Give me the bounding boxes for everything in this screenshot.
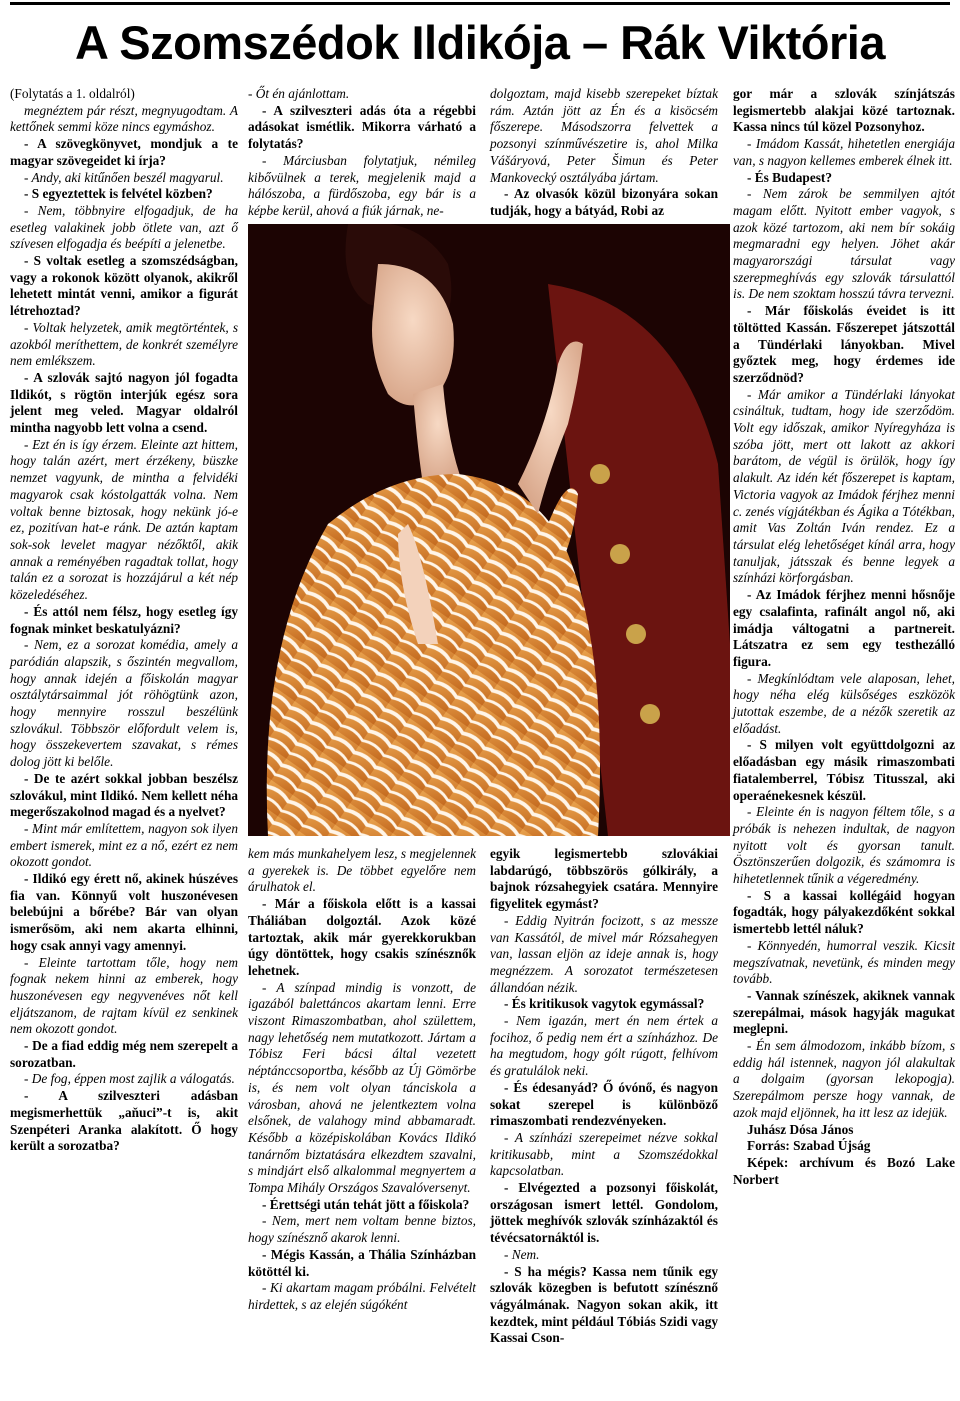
column-2-bottom [248, 846, 476, 1314]
question-paragraph: - S a kassai kollégáid hogyan fogadták, hogy pályakezdőként sokkal ismertebb lettél náluk? [733, 887, 955, 937]
answer-paragraph: - Voltak helyzetek, amik megtörténtek, s azokból meríthettem, de konkrét személyre nem emlékszem. [10, 319, 238, 369]
answer-paragraph: - Ki akartam magam próbálni. Felvételt hirdettek, s az elején súgóként [248, 1280, 476, 1312]
answer-paragraph: - Könnyedén, humorral veszik. Kicsit megszívatnak, nevetünk, és minden megy tovább. [733, 937, 955, 987]
question-paragraph: - S ha mégis? Kassa nem tűnik egy szlovák közegben is befutott színésznő vágyálmának. Nagyon sokan akik, itt kezdtek, mint például Tóbiás Szidi vagy Kassai Cson- [490, 1263, 718, 1346]
question-paragraph: - Érettségi után tehát jött a főiskola? [262, 1196, 470, 1212]
question-paragraph: - Elvégezted a pozsonyi főiskolát, országosan ismert lettél. Gondolom, jöttek meghívók szlovák színházaktól és tévécsatornáktól is. [490, 1180, 718, 1246]
answer-paragraph: - A színházi szerepeimet nézve sokkal kritikusabb, mint a Szomszédokkal kapcsolatban. [490, 1129, 718, 1179]
answer-paragraph: - Ezt én is így érzem. Eleinte azt hittem, hogy talán azért, mert érzékeny, büszke nemzet vagyunk, de mintha a felvidéki magyarok csak kóstolgatták volna. Nem voltak benne biztosak, hogy nekünk jó-e ez, pozitívan hat-e ránk. De aztán kaptam sok-sok levelet magyar nézőktől, akik annak a reményében ragadtak tollat, hogy talán ez a sorozat is hozzájárul a két nép közeledéséhez. [10, 436, 238, 603]
answer-paragraph: - Eleinte tartottam tőle, hogy nem fognak nekem hinni az emberek, hogy huszonévesen egy negyvenéves nőt kell eljátszanom, de rajtam kívül ez senkinek nem okozott gondot. [10, 954, 238, 1037]
answer-paragraph: - Nem, többnyire elfogadjuk, de ha esetleg valakinek jobb ötlete van, azt ő szívesen elfogadja és beépíti a jelenetbe. [10, 202, 238, 252]
question-paragraph: - Ildikó egy érett nő, akinek húszéves fia van. Könnyű volt huszonévesen belebújni a bőrébe? Bár van olyan ismerősöm, aki nem akarta elhinni, hogy csak annyi vagy amennyi. [10, 871, 238, 953]
question-paragraph: - És attól nem félsz, hogy esetleg így fognak minket beskatulyázni? [10, 603, 238, 636]
answer-paragraph: - Imádom Kassát, hihetetlen energiája van, s nagyon kellemes emberek élnek itt. [733, 136, 955, 168]
answer-paragraph: dolgoztam, majd kisebb szerepeket bíztak rám. Aztán jött az Én és a kisöcsém főszerepe. Másodszorra felvettek a pozsonyi színművészetire is, ahol Milka Vášáryová, Peter Šimun és Peter Mankovecký osztályába jártam. [490, 86, 718, 185]
answer-paragraph: - Nem. [504, 1246, 540, 1262]
headline: A Szomszédok Ildikója – Rák Viktória [74, 16, 885, 69]
question-paragraph: - És kritikusok vagytok egymással? [504, 996, 705, 1012]
question-paragraph: gor már a szlovák színjátszás legismertebb alakjai közé tartoznak. Kassa nincs túl közel Pozsonyhoz. [733, 86, 955, 135]
answer-paragraph: - De fog, éppen most zajlik a válogatás. [24, 1071, 235, 1087]
question-paragraph: - És édesanyád? Ő óvónő, és nagyon sokat szerepel is különböző rimaszombati rendezvényeken. [490, 1079, 718, 1129]
column-2-top [248, 86, 476, 220]
answer-paragraph: - A színpad mindig is vonzott, de igazából balettáncos akartam lenni. Erre viszont Rimaszombatban, ahol születtem, nagy lehetőség nem mutatkozott. Jártam a Tóbisz Feri bácsi által vezetett néptánccsoportba, később az Új Gömörbe is, és nem volt olyan tánciskola a városban, ahová ne jelentkeztem volna elsőnek, de valahogy mind abbamaradt. Később a középiskolában Kovács Ildikó tanárnőm biztatására elkezdtem szavalni, s mindjárt első alkalommal megnyertem a Tompa Mihály Országos Szavalóversenyt. [248, 979, 476, 1196]
column-3-top [490, 86, 718, 220]
answer-paragraph: - Eleinte én is nagyon féltem tőle, s a próbák is nehezen indultak, de nagyon nyitott volt és gyorsan tanult. Ösztönszerűen dolgozik, és számomra is hihetetlennek tűnik a végeredmény. [733, 804, 955, 887]
question-paragraph: - De a fiad eddig még nem szerepelt a sorozatban. [10, 1038, 238, 1070]
answer-paragraph: - Én sem álmodozom, inkább bízom, s eddig hál istennek, nagyon jól alakultak a dolgaim (gyorsan lekopogja). Szerepálmom persze hogy vannak, de azok majd eljönnek, ha itt lesz az idejük. [733, 1038, 955, 1120]
answer-paragraph: - Mint már említettem, nagyon sok ilyen embert ismerek, mint ez a nő, ezért ez nem okozott gondot. [10, 820, 238, 870]
answer-paragraph: (Folytatás a 1. oldalról) [10, 86, 135, 101]
question-paragraph: - S milyen volt együttdolgozni az előadásban egy másik rimaszombati fiatalemberrel, Tóbisz Titusszal, aki operaénekesnek készül. [733, 737, 955, 803]
credit-author: Juhász Dósa János [747, 1121, 854, 1137]
question-paragraph: - A szlovák sajtó nagyon jól fogadta Ildikót, s rögtön interjúk egész sora jelent meg veled. Magyar oldalról mintha nagyobb lett volna a csend. [10, 369, 238, 436]
question-paragraph: - Mégis Kassán, a Thália Színházban kötöttél ki. [248, 1246, 476, 1279]
answer-paragraph: - Őt én ajánlottam. [248, 86, 350, 101]
answer-paragraph: megnéztem pár részt, megnyugodtam. A kettőnek semmi köze nincs egymáshoz. [10, 102, 238, 135]
column-4 [733, 86, 955, 1188]
credit-images: Képek: archívum és Bozó Lake Norbert [733, 1155, 955, 1187]
question-paragraph: - Vannak színészek, akiknek vannak szerepálmai, mások hagyják magukat meglepni. [733, 987, 955, 1037]
question-paragraph: - S voltak esetleg a szomszédságban, vagy a rokonok között olyanok, akikről lehetett mintát venni, amikor a figurát létrehoztad? [10, 253, 238, 319]
answer-paragraph: - Márciusban folytatjuk, némileg kibővülnek a terek, megjelenik majd a hálószoba, a fürdőszoba, egy bár is a képbe kerül, ahová a fiúk járnak, ne- [248, 152, 476, 218]
question-paragraph: - A szilveszteri adás óta a régebbi adásokat ismétlik. Mikorra várható a folytatás? [248, 102, 476, 152]
question-paragraph: - Már főiskolás éveidet is itt töltötted Kassán. Főszerepet játszottál a Tündérlaki lányokban. Mivel győztek meg, hogy érdemes ide szerződnöd? [733, 303, 955, 385]
question-paragraph: egyik legismertebb szlovákiai labdarúgó, többszörös gólkirály, a bajnok rózsahegyiek csatára. Mennyire figyelitek egymást? [490, 846, 718, 912]
answer-paragraph: - Már amikor a Tündérlaki lányokat csináltuk, tudtam, hogy ide szerződöm. Volt egy időszak, amikor Nyíregyháza is szóba jött, mert ott lakott az akkori barátom, de végül is örülök, hogy így alakult. Az idén két főszerepet is kaptam, Victoria vagyok az Imádok férjhez menni c. zenés vígjátékban és Ágika a Tótékban, amit Vas Zoltán Iván rendez. Ez a társulat elég lehetőséget kínál arra, hogy tanuljak, játsszak és benne legyek a színházi körforgásban. [733, 386, 955, 586]
answer-paragraph: - Nem, ez a sorozat komédia, amely a paródián alapszik, s őszintén megvallom, hogy annak idején a főiskolán magyar osztálytársaimmal jót röhögtünk azon, hogy mennyire rosszul beszélünk szlovákul. Többször előfordult velem is, hogy összekevertem szavakat, s rémes dolog jött ki belőle. [10, 637, 238, 770]
answer-paragraph: - Andy, aki kitűnően beszél magyarul. [24, 169, 224, 185]
question-paragraph: - És Budapest? [747, 169, 832, 185]
question-paragraph: - A szilveszteri adásban megismerhettük „aňuci”-t is, akit Szenpéteri Aranka alakított. Ő hogy került a sorozatba? [10, 1088, 238, 1154]
question-paragraph: - A szövegkönyvet, mondjuk a te magyar szövegeidet ki írja? [10, 136, 238, 168]
answer-paragraph: kem más munkahelyem lesz, s megjelennek a gyerekek is. De többet egyelőre nem árulhatok el. [248, 846, 476, 895]
answer-paragraph: - Nem, mert nem voltam benne biztos, hogy színésznő akarok lenni. [248, 1213, 476, 1246]
credit-source: Forrás: Szabad Újság [747, 1138, 871, 1154]
question-paragraph: - S egyeztettek is felvétel közben? [24, 186, 213, 202]
question-paragraph: - Az Imádok férjhez menni hősnője egy csalafinta, rafinált angol nő, aki imádja váltogatni a partnereit. Látszatra ez sem egy testhezálló figura. [733, 587, 955, 669]
top-rule [10, 2, 950, 5]
answer-paragraph: - Eddig Nyitrán focizott, s az messze van Kassától, de mivel már Rózsahegyen van, lassan eljön az ideje annak is, hogy megnézzem. A sorozatot természetesen állandóan nézik. [490, 912, 718, 995]
answer-paragraph: - Megkínlódtam vele alaposan, lehet, hogy néha elég külsőséges eszközök jutottak eszembe, de a nézők szeretik az előadást. [733, 670, 955, 736]
column-3-bottom [490, 846, 718, 1347]
question-paragraph: - Már a főiskola előtt is a kassai Tháliában dolgoztál. Azok közé tartoztak, akik már gyerekkorukban úgy döntöttek, hogy csakis színésznők lehetnek. [248, 896, 476, 978]
answer-paragraph: - Nem igazán, mert én nem értek a focihoz, ő pedig nem ért a színházhoz. De ha megtudom, hogy gólt rúgott, felhívom és gratulálok neki. [490, 1013, 718, 1079]
question-paragraph: - Az olvasók közül bizonyára sokan tudják, hogy a bátyád, Robi az [490, 186, 718, 218]
question-paragraph: - De te azért sokkal jobban beszélsz szlovákul, mint Ildikó. Nem kellett néha megerőszakolnod magad és a nyelvet? [10, 770, 238, 820]
answer-paragraph: - Nem zárok be semmilyen ajtót magam előtt. Nyitott ember vagyok, s azok közé tartozom, aki nem bír sokáig megmaradni egy helyen. Jöhet akár magyarországi társulat vagy szerepmeghívás egy szlovák társulattól is. De nem szoktam hosszú távra tervezni. [733, 186, 955, 302]
portrait-photo [248, 224, 730, 836]
column-1 [10, 86, 238, 1155]
